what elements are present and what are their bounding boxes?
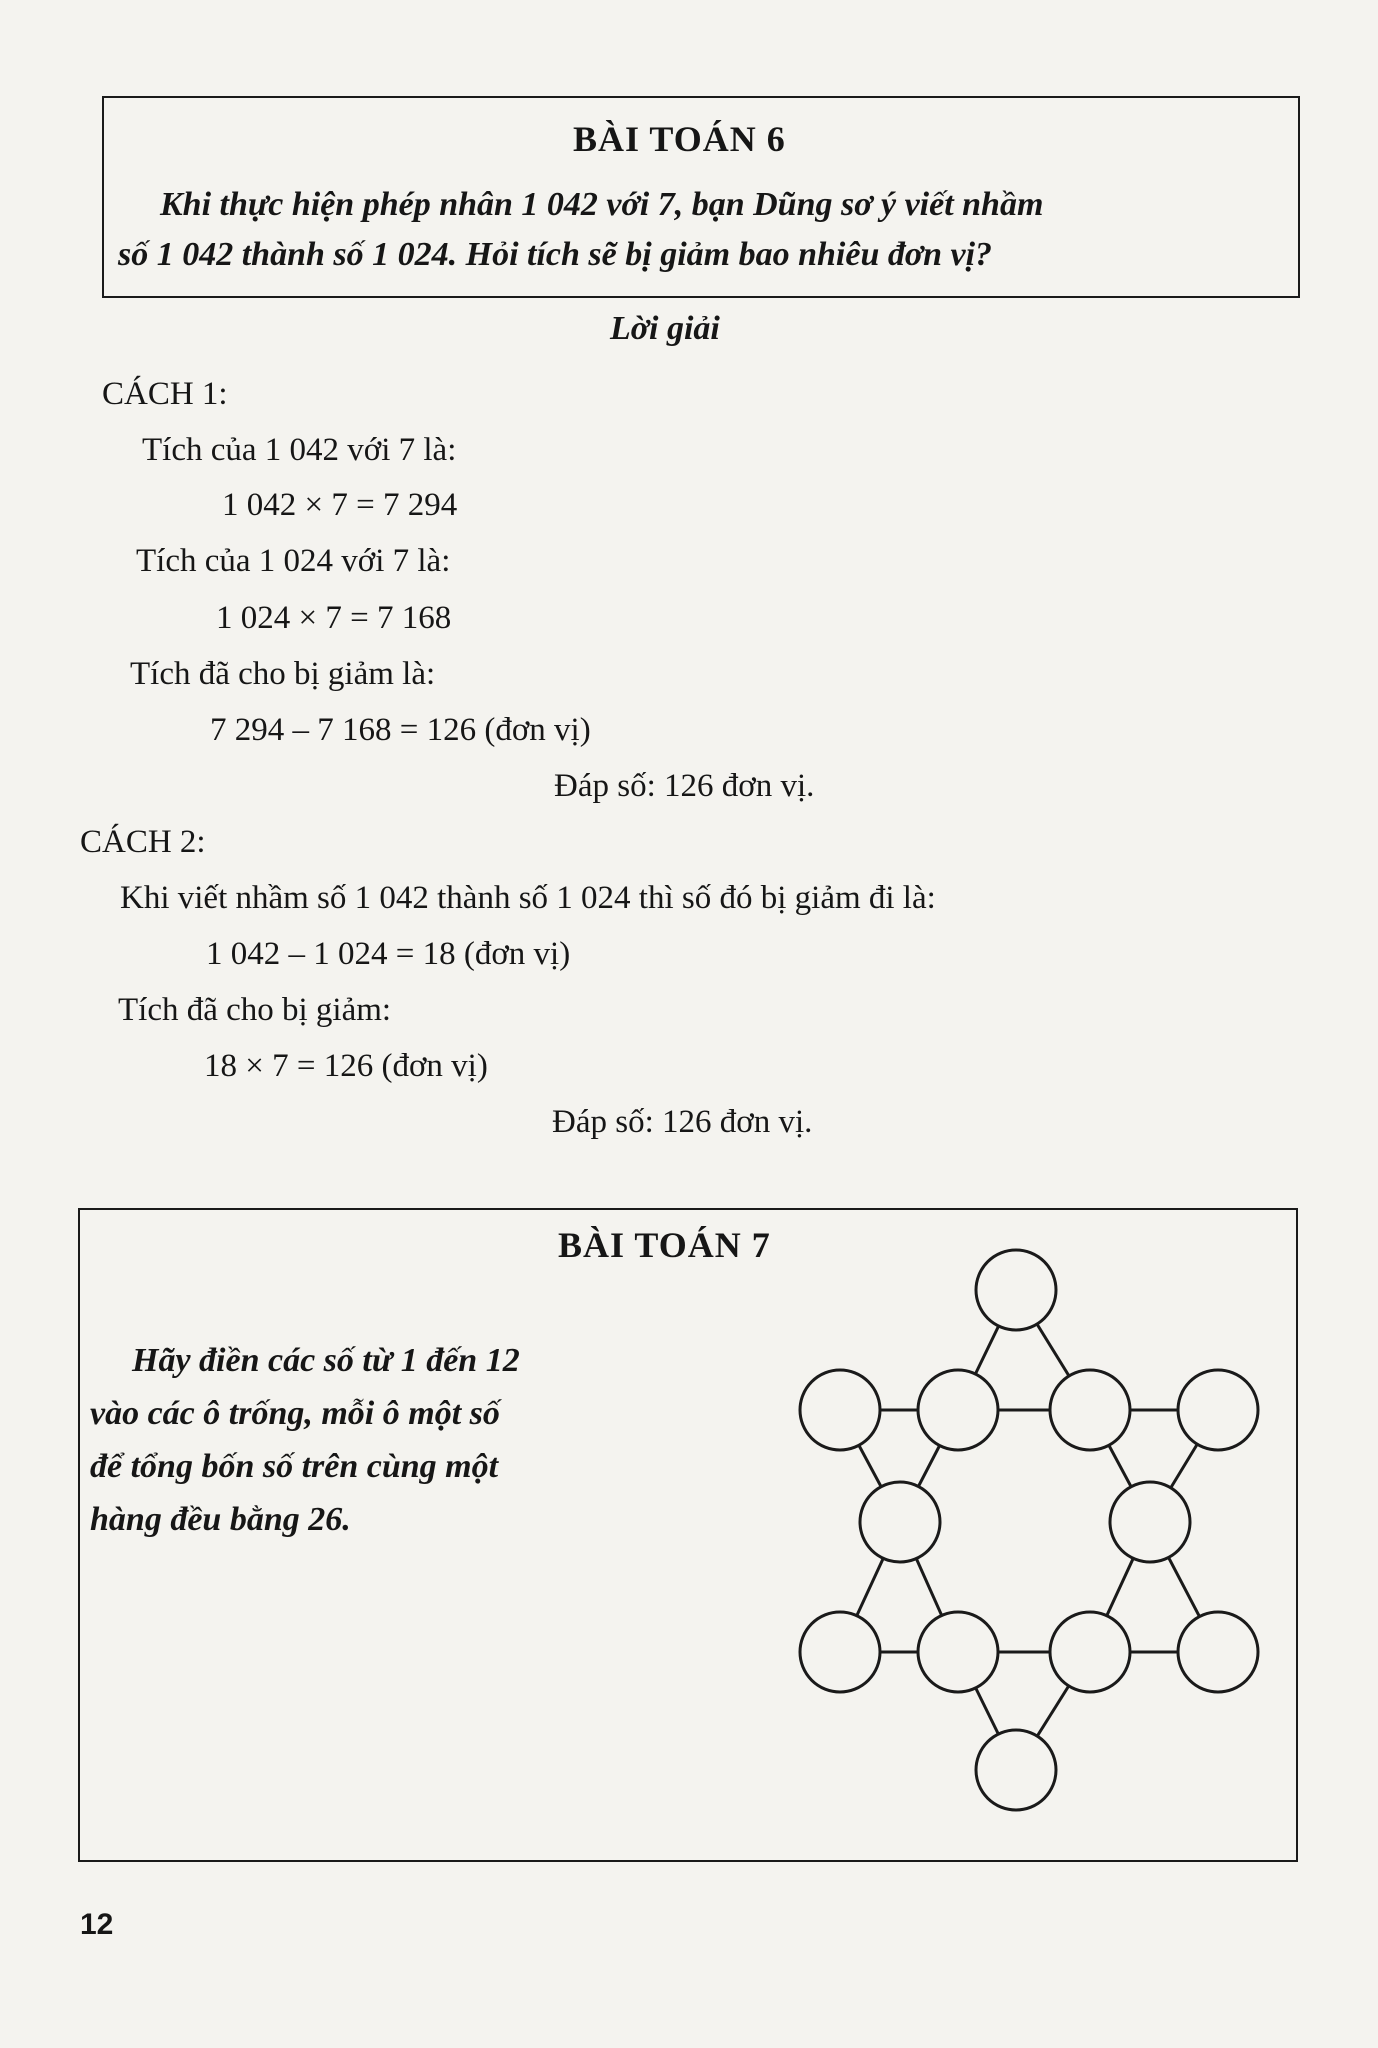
empty-number-circle <box>976 1730 1056 1810</box>
empty-number-circle <box>1050 1612 1130 1692</box>
method-1-line: Tích của 1 042 với 7 là: <box>142 432 457 468</box>
problem-7-statement-line: để tổng bốn số trên cùng một <box>90 1448 499 1485</box>
empty-number-circle <box>918 1370 998 1450</box>
empty-number-circle <box>1050 1370 1130 1450</box>
problem-6-statement-line-1: Khi thực hiện phép nhân 1 042 với 7, bạn Dũng sơ ý viết nhầm <box>160 186 1044 223</box>
empty-number-circle <box>800 1612 880 1692</box>
method-1-line: 1 024 × 7 = 7 168 <box>216 600 452 636</box>
method-1-line: Tích đã cho bị giảm là: <box>130 656 436 692</box>
method-1-label: CÁCH 1: <box>102 376 228 412</box>
empty-number-circle <box>976 1250 1056 1330</box>
problem-7-title: BÀI TOÁN 7 <box>558 1225 771 1265</box>
problem-6-statement-line-2: số 1 042 thành số 1 024. Hỏi tích sẽ bị giảm bao nhiêu đơn vị? <box>118 236 993 273</box>
solution-heading: Lời giải <box>610 310 720 347</box>
empty-number-circle <box>1178 1370 1258 1450</box>
method-1-line: 7 294 – 7 168 = 126 (đơn vị) <box>210 712 591 748</box>
page-number: 12 <box>80 1908 114 1941</box>
method-1-answer: Đáp số: 126 đơn vị. <box>554 768 815 804</box>
empty-number-circle <box>1110 1482 1190 1562</box>
method-2-line: 1 042 – 1 024 = 18 (đơn vị) <box>206 936 571 972</box>
empty-number-circle <box>918 1612 998 1692</box>
method-2-line: Tích đã cho bị giảm: <box>118 992 392 1028</box>
method-2-label: CÁCH 2: <box>80 824 206 860</box>
problem-7-statement-line: hàng đều bằng 26. <box>90 1501 351 1538</box>
method-1-line: 1 042 × 7 = 7 294 <box>222 487 458 523</box>
problem-6-title: BÀI TOÁN 6 <box>573 119 786 159</box>
empty-number-circle <box>800 1370 880 1450</box>
empty-number-circle <box>1178 1612 1258 1692</box>
method-2-answer: Đáp số: 126 đơn vị. <box>552 1104 813 1140</box>
method-2-line: 18 × 7 = 126 (đơn vị) <box>204 1048 488 1084</box>
method-2-line: Khi viết nhầm số 1 042 thành số 1 024 thì số đó bị giảm đi là: <box>120 880 936 916</box>
method-1-line: Tích của 1 024 với 7 là: <box>136 543 451 579</box>
problem-7-statement-line: vào các ô trống, mỗi ô một số <box>90 1395 500 1432</box>
problem-7-statement-line: Hãy điền các số từ 1 đến 12 <box>132 1342 520 1379</box>
empty-number-circle <box>860 1482 940 1562</box>
